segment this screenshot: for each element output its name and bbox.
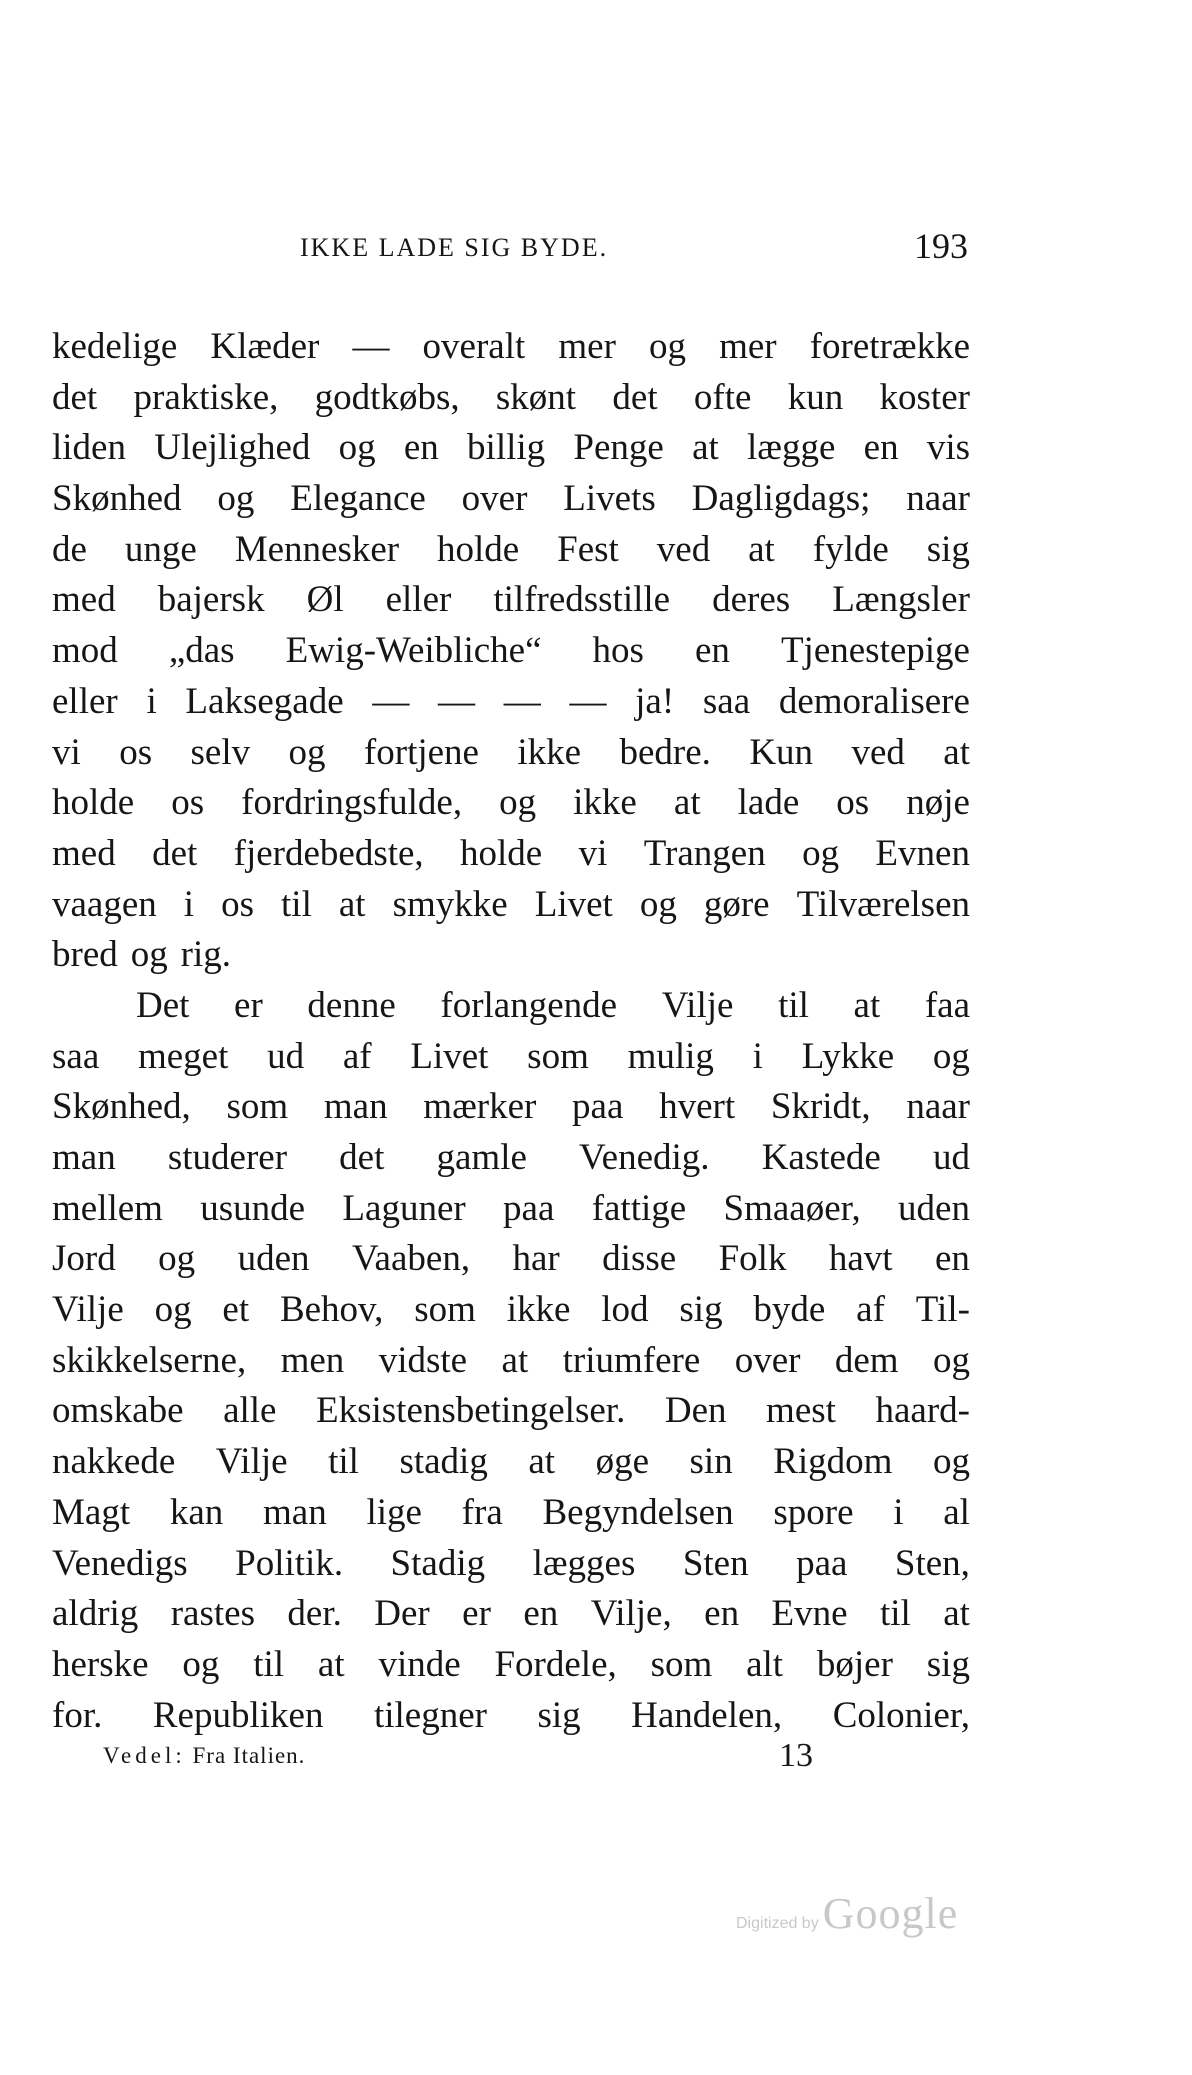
word: Folk (718, 1238, 787, 1280)
word: Livet (534, 883, 613, 925)
word: Penge (573, 427, 664, 469)
word: ud (933, 1137, 970, 1178)
word: — (438, 680, 476, 722)
word: som (527, 1035, 589, 1077)
word: til (281, 883, 312, 925)
word: man (323, 1086, 388, 1128)
word: lige (366, 1491, 422, 1533)
word: nøje (906, 782, 970, 824)
running-title: IKKE LADE SIG BYDE. (300, 233, 609, 262)
word: og (802, 832, 840, 874)
word: mærker (423, 1086, 537, 1128)
word: at (943, 1593, 970, 1635)
word: Mennesker (234, 528, 400, 570)
word: fattige (591, 1187, 687, 1229)
google-logo: Google (822, 1889, 959, 1938)
word: alt (746, 1643, 784, 1685)
word: lægges (532, 1542, 636, 1584)
word: gøre (703, 883, 770, 925)
word: forlangende (440, 984, 618, 1026)
word: at (338, 883, 366, 925)
word: saa (52, 1035, 100, 1077)
word: ud (267, 1035, 305, 1077)
word: tilegner (373, 1694, 487, 1736)
word: ved (656, 528, 711, 570)
word: uden (898, 1187, 970, 1229)
word: af (856, 1289, 885, 1331)
word: som (414, 1289, 476, 1331)
word: at (501, 1339, 529, 1381)
text-line (52, 1082, 970, 1133)
word: og (639, 883, 677, 925)
word: og (217, 478, 255, 520)
word: Skridt, (770, 1086, 871, 1128)
word: og (158, 1238, 196, 1280)
book-signature (103, 1743, 305, 1769)
word: en (403, 427, 439, 469)
text-line (52, 1184, 970, 1235)
word: eller (385, 579, 452, 621)
text-line (52, 930, 970, 981)
word: har (512, 1238, 560, 1280)
word: Sten, (894, 1542, 970, 1584)
word: paa (503, 1187, 555, 1229)
word: sig (926, 528, 970, 570)
word: unge (124, 528, 197, 570)
word: lægge (747, 427, 836, 469)
word: Tilværelsen (796, 883, 970, 925)
word: Vilje (52, 1289, 124, 1331)
word: Skønhed, (52, 1086, 191, 1128)
word: mod (52, 630, 118, 672)
word: holde (52, 782, 135, 824)
word: Evne (771, 1593, 848, 1635)
word: Handelen, (631, 1694, 783, 1736)
text-line (52, 677, 970, 728)
word: øge (595, 1441, 649, 1483)
word: Venedig. (579, 1137, 710, 1178)
text-line (52, 1285, 970, 1336)
word: det (52, 376, 98, 418)
word: med (52, 832, 116, 874)
word: lod (601, 1289, 649, 1331)
word: kedelige (52, 326, 178, 367)
word: Længsler (832, 579, 970, 621)
text-line (52, 1437, 970, 1488)
sheet-signature-number: 13 (779, 1737, 813, 1774)
word: Trangen (643, 832, 766, 874)
word: Der (374, 1593, 430, 1635)
word: os (171, 782, 205, 824)
word: skikkelserne, (52, 1339, 247, 1381)
text-line (52, 373, 970, 424)
word: Stadig (390, 1542, 486, 1584)
word: smykke (392, 883, 508, 925)
page-number: 193 (914, 226, 968, 266)
text-line (52, 1589, 970, 1640)
word: fylde (812, 528, 889, 570)
word: Vilje (661, 984, 734, 1026)
word: og (130, 934, 168, 976)
word: Øl (306, 579, 344, 621)
word: — (352, 326, 390, 367)
text-line (52, 423, 970, 474)
word: mer (558, 326, 616, 367)
word: selv (190, 731, 251, 773)
word: alle (223, 1390, 277, 1432)
text-line (52, 575, 970, 626)
word: en (694, 630, 730, 672)
word: dem (834, 1339, 899, 1381)
text-line (52, 322, 970, 373)
text-line (52, 829, 970, 880)
word: bedre. (619, 731, 711, 773)
word: naar (906, 1086, 970, 1128)
word: vi (578, 832, 608, 874)
text-line (52, 778, 970, 829)
word: spore (773, 1491, 854, 1533)
word: en (523, 1593, 559, 1635)
word: triumfere (562, 1339, 701, 1381)
word: „das (168, 630, 235, 672)
word: deres (712, 579, 791, 621)
word: til (879, 1593, 911, 1635)
word: hvert (659, 1086, 736, 1128)
word: Livet (410, 1035, 489, 1077)
word: bajersk (157, 579, 265, 621)
word: at (692, 427, 719, 469)
signature-author: Vedel: (103, 1743, 186, 1768)
word: stadig (399, 1441, 488, 1483)
word: og (649, 326, 686, 367)
word: disse (602, 1238, 677, 1280)
word: Fordele, (494, 1643, 617, 1685)
text-line (52, 1032, 970, 1083)
word: byde (753, 1289, 826, 1331)
word: fjerdebedste, (233, 832, 424, 874)
text-line (52, 1133, 970, 1184)
word: Vaaben, (351, 1238, 471, 1280)
word: ja! (635, 680, 675, 722)
word: aldrig (52, 1593, 139, 1635)
text-line (52, 525, 970, 576)
word: og (182, 1643, 220, 1685)
word: os (119, 731, 153, 773)
text-line (52, 1386, 970, 1437)
word: med (52, 579, 116, 621)
printer-signature-line (103, 1737, 823, 1777)
word: en (863, 427, 899, 469)
word: og (932, 1339, 970, 1381)
word: Rigdom (773, 1441, 893, 1483)
word: Behov, (279, 1289, 384, 1331)
word: til (778, 984, 809, 1026)
word: omskabe (52, 1390, 184, 1432)
word: faa (924, 984, 970, 1026)
word: Kun (749, 731, 814, 773)
word: ikke (573, 782, 637, 824)
word: at (673, 782, 701, 824)
text-line (52, 1336, 970, 1387)
word: studerer (167, 1137, 288, 1178)
word: godtkøbs, (314, 376, 460, 418)
word: gamle (436, 1137, 527, 1178)
word: for. (52, 1694, 103, 1736)
word: — (569, 680, 607, 722)
word: Evnen (875, 832, 970, 874)
word: mulig (627, 1035, 714, 1077)
word: at (853, 984, 881, 1026)
word: koster (879, 376, 970, 418)
word: kun (787, 376, 844, 418)
word: holde (460, 832, 543, 874)
word: til (253, 1643, 285, 1685)
text-line (52, 728, 970, 779)
word: bøjer (816, 1643, 893, 1685)
word: kan (169, 1491, 224, 1533)
word: og (338, 427, 376, 469)
word: ved (851, 731, 905, 773)
word: naar (906, 478, 970, 520)
word: og (499, 782, 537, 824)
word: Tjenestepige (780, 630, 970, 672)
word: al (943, 1491, 970, 1533)
word: skønt (495, 376, 577, 418)
word: men (280, 1339, 345, 1381)
word: Jord (52, 1238, 116, 1280)
word: lade (737, 782, 800, 824)
word: — (372, 680, 410, 722)
word: liden (52, 427, 126, 469)
watermark-prefix: Digitized by (736, 1915, 819, 1932)
signature-book-title: Fra Italien. (192, 1743, 306, 1768)
word: Lykke (801, 1035, 895, 1077)
word: sin (689, 1441, 733, 1483)
word: paa (572, 1086, 624, 1128)
digitized-watermark (736, 1888, 958, 1939)
word: sig (926, 1643, 970, 1685)
text-line (52, 474, 970, 525)
text-line (52, 1234, 970, 1285)
word: billig (467, 427, 546, 469)
word: og (932, 1035, 970, 1077)
word: saa (702, 680, 751, 722)
word: til (328, 1441, 359, 1483)
word: Vilje (215, 1441, 288, 1483)
word: og (932, 1441, 970, 1483)
word: denne (307, 984, 396, 1026)
word: Politik. (235, 1542, 344, 1584)
word: havt (828, 1238, 893, 1280)
word: er (234, 984, 263, 1026)
word: rastes (170, 1593, 255, 1635)
word: Begyndelsen (542, 1491, 734, 1533)
word: som (650, 1643, 713, 1685)
text-line (52, 1691, 970, 1742)
word: fordringsfulde, (241, 782, 463, 824)
word: i (752, 1035, 763, 1077)
word: mellem (52, 1187, 163, 1229)
word: Republiken (152, 1694, 324, 1736)
word: tilfredsstille (493, 579, 671, 621)
word: Laguner (342, 1187, 466, 1229)
word: Kastede (761, 1137, 881, 1178)
word: haard- (875, 1390, 970, 1432)
word: vidste (378, 1339, 468, 1381)
word: Eksistensbetingelser. (316, 1390, 626, 1432)
word: Klæder (210, 326, 320, 367)
word: Elegance (290, 478, 426, 520)
word: usunde (200, 1187, 306, 1229)
word: en (704, 1593, 740, 1635)
word: Skønhed (52, 478, 182, 520)
text-line (52, 880, 970, 931)
word: sig (679, 1289, 723, 1331)
word: praktiske, (133, 376, 279, 418)
word: i (893, 1491, 904, 1533)
word: at (748, 528, 775, 570)
word: vi (52, 731, 81, 773)
word: af (342, 1035, 372, 1077)
word: vaagen (52, 883, 157, 925)
word: os (836, 782, 870, 824)
word: bred (52, 934, 118, 976)
word: i (183, 883, 195, 925)
word: ikke (517, 731, 582, 773)
text-line (52, 1640, 970, 1691)
text-line (52, 981, 970, 1032)
word: Dagligdags; (691, 478, 871, 520)
word: sig (537, 1694, 581, 1736)
word: os (221, 883, 254, 925)
word: holde (437, 528, 520, 570)
word: mer (719, 326, 777, 367)
word: Colonier, (832, 1694, 970, 1736)
word: man (52, 1137, 116, 1178)
word: — (503, 680, 541, 722)
word: Laksegade (185, 680, 344, 722)
word: meget (137, 1035, 229, 1077)
word: at (943, 731, 970, 773)
word: vinde (378, 1643, 461, 1685)
word: Magt (52, 1491, 131, 1533)
word: at (317, 1643, 345, 1685)
word: det (152, 832, 198, 874)
word: Venedigs (52, 1542, 188, 1584)
word: Livets (563, 478, 656, 520)
word: uden (237, 1238, 310, 1280)
word: Ewig-Weibliche“ (285, 630, 542, 672)
word: fra (461, 1491, 503, 1533)
word: i (146, 680, 157, 722)
word: man (263, 1491, 327, 1533)
word: det (339, 1137, 385, 1178)
word: Smaaøer, (723, 1187, 861, 1229)
word: eller (52, 680, 118, 722)
word: foretrække (809, 326, 970, 367)
word: paa (796, 1542, 848, 1584)
text-line (52, 1539, 970, 1590)
word: som (226, 1086, 289, 1128)
word: Vilje, (590, 1593, 672, 1635)
word: et (222, 1289, 250, 1331)
word: Til- (915, 1289, 970, 1331)
word: en (935, 1238, 970, 1280)
word: rig. (180, 934, 231, 976)
word: nakkede (52, 1441, 176, 1483)
word: ofte (693, 376, 752, 418)
word: og (288, 731, 326, 773)
text-line (52, 626, 970, 677)
word: ikke (506, 1289, 571, 1331)
word: fortjene (363, 731, 479, 773)
word: demoralisere (778, 680, 970, 722)
word: Den (664, 1390, 727, 1432)
word: er (462, 1593, 491, 1635)
word: vis (926, 427, 970, 469)
word: Fest (557, 528, 619, 570)
word: de (52, 528, 87, 570)
word: overalt (422, 326, 526, 367)
word: over (461, 478, 528, 520)
word: Sten (682, 1542, 749, 1584)
word: at (528, 1441, 556, 1483)
word: hos (592, 630, 644, 672)
running-header (300, 225, 968, 275)
word: mest (766, 1390, 836, 1432)
text-line (52, 1488, 970, 1539)
word: Det (136, 984, 190, 1026)
word: herske (52, 1643, 149, 1685)
word: det (612, 376, 658, 418)
word: der. (287, 1593, 342, 1635)
word: over (734, 1339, 801, 1381)
body-text (52, 322, 970, 1741)
word: Ulejlighed (154, 427, 311, 469)
word: og (154, 1289, 192, 1331)
